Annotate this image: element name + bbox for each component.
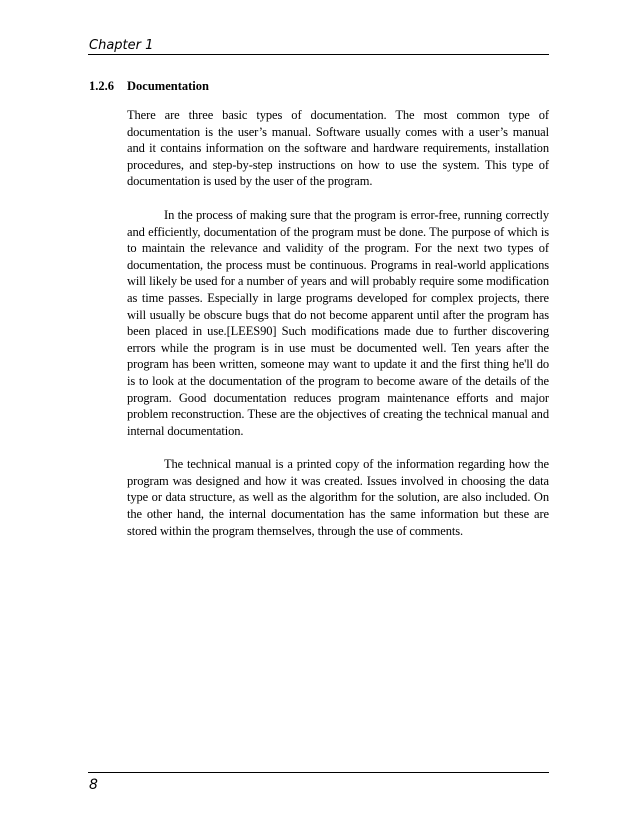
section-heading: Documentation: [127, 79, 209, 93]
chapter-title: Chapter 1: [89, 38, 154, 53]
running-header: [88, 38, 549, 55]
page-number: 8: [89, 777, 98, 793]
paragraph-2: In the process of making sure that the program is error-free, running correctly and efficiently, documentation of the program must be done. The purpose of which is to maintain the relevance and validity of the program. For the next two types of documentation, the process must be continuous. Programs in real-world applications will likely be used for a number of years and will probably require some modification as time passes. Especially in large programs developed for complex projects, there will usually be obscure bugs that do not become apparent until after the program has been placed in use.[LEES90] Such modifications made due to further discovering errors while the program is in use must be documented well. Ten years after the program has been written, someone may want to update it and the first thing he'll do is to look at the documentation of the program to become aware of the details of the program. Good documentation reduces program maintenance efforts and major problem reconstruction. These are the objectives of creating the technical manual and internal documentation.: [127, 207, 549, 438]
section-number: 1.2.6: [89, 79, 114, 93]
paragraph-1: There are three basic types of documentation. The most common type of documentation is the user’s manual. Software usually comes with a user’s manual and it contains information on the software and hardware requirements, installation procedures, and step-by-step instructions on how to use the system. This type of documentation is used by the user of the program.: [127, 108, 549, 189]
footer-divider: [88, 772, 549, 773]
section-body: [127, 107, 549, 556]
paragraph-3: The technical manual is a printed copy of the information regarding how the program was designed and how it was created. Issues involved in choosing the data type or data structure, as well as the algorithm for the solution, are also included. On the other hand, the internal documentation has the same information but these are stored within the program themselves, through the use of comments.: [127, 457, 549, 538]
